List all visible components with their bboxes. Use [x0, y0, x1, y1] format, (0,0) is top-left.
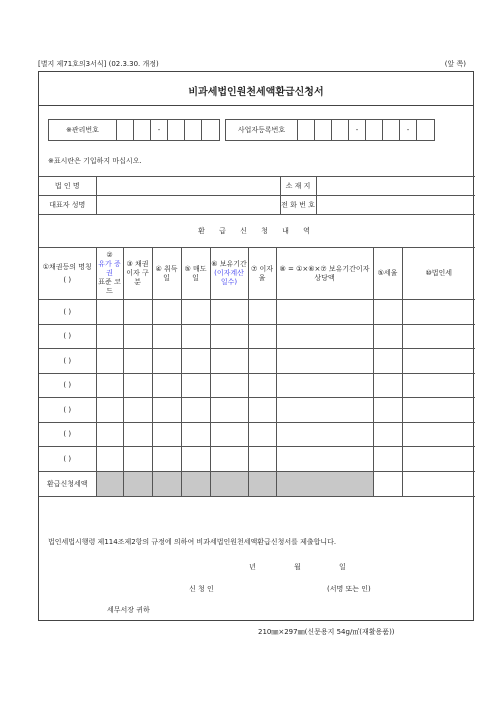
refund-input-cell[interactable] [248, 422, 276, 447]
refund-input-cell[interactable] [181, 324, 210, 349]
refund-input-cell[interactable] [181, 447, 210, 472]
refund-input-cell[interactable] [373, 422, 402, 447]
phone-field[interactable] [316, 196, 475, 215]
refund-input-cell[interactable] [248, 373, 276, 398]
corporation-name-field[interactable] [96, 177, 280, 196]
refund-row [39, 422, 475, 447]
refund-input-cell[interactable] [276, 422, 373, 447]
refund-input-cell[interactable] [276, 300, 373, 325]
management-number-label: ※관리번호 [49, 120, 117, 140]
header-corporate-tax: ⑩법인세 [402, 248, 475, 300]
management-number-dash: - [151, 120, 168, 140]
total-shaded-cell [210, 471, 248, 496]
bond-name-cell[interactable]: ( ) [39, 300, 96, 325]
refund-input-cell[interactable] [248, 349, 276, 374]
refund-row [39, 300, 475, 325]
id-row [39, 119, 473, 141]
refund-row [39, 447, 475, 472]
header-security-code-blue: 유가 증권 [98, 260, 121, 277]
refund-input-cell[interactable] [123, 373, 152, 398]
year-label: 년 [249, 563, 256, 571]
business-registration-box[interactable] [366, 120, 383, 140]
corporation-info-table [39, 176, 475, 215]
refund-input-cell[interactable] [248, 447, 276, 472]
refund-input-cell[interactable] [181, 422, 210, 447]
business-registration-dash: - [400, 120, 417, 140]
representative-name-label: 대표자 성명 [39, 196, 96, 215]
instruction-note: ※표시란은 기입하지 마십시오. [48, 157, 142, 165]
refund-row [39, 373, 475, 398]
management-number-box[interactable] [134, 120, 151, 140]
business-registration-field[interactable] [225, 119, 435, 141]
refund-input-cell[interactable] [123, 447, 152, 472]
refund-input-cell[interactable] [373, 324, 402, 349]
business-registration-label: 사업자등록번호 [226, 120, 298, 140]
bond-name-cell[interactable]: ( ) [39, 373, 96, 398]
refund-input-cell[interactable] [152, 398, 181, 423]
refund-input-cell[interactable] [152, 349, 181, 374]
page-side: (앞 쪽) [444, 60, 466, 68]
location-field[interactable] [316, 177, 475, 196]
refund-input-cell[interactable] [96, 398, 123, 423]
refund-input-cell[interactable] [123, 324, 152, 349]
business-registration-box[interactable] [298, 120, 315, 140]
refund-input-cell[interactable] [123, 300, 152, 325]
header-security-code-rest: 표준 코드 [98, 278, 121, 295]
refund-input-cell[interactable] [96, 349, 123, 374]
refund-input-cell[interactable] [248, 324, 276, 349]
refund-input-cell[interactable] [402, 447, 475, 472]
refund-input-cell[interactable] [276, 447, 373, 472]
total-corporate-tax-cell[interactable] [402, 471, 475, 496]
refund-input-cell[interactable] [373, 398, 402, 423]
total-refund-label: 환급신청세액 [39, 471, 96, 496]
header-bond-name-text: ①채권등의 명칭 [42, 262, 92, 271]
total-shaded-cell [96, 471, 123, 496]
business-registration-box[interactable] [315, 120, 332, 140]
refund-input-cell[interactable] [152, 324, 181, 349]
refund-row [39, 324, 475, 349]
management-number-box[interactable] [168, 120, 185, 140]
applicant-label: 신 청 인 [189, 585, 214, 593]
refund-input-cell[interactable] [276, 398, 373, 423]
phone-label: 전 화 번 호 [280, 196, 316, 215]
refund-input-cell[interactable] [276, 349, 373, 374]
refund-input-cell[interactable] [402, 422, 475, 447]
header-interest-rate: ⑦ 이자율 [248, 248, 276, 300]
refund-input-cell[interactable] [210, 398, 248, 423]
bond-name-cell[interactable]: ( ) [39, 349, 96, 374]
refund-input-cell[interactable] [152, 373, 181, 398]
business-registration-box[interactable] [332, 120, 349, 140]
bond-name-cell[interactable]: ( ) [39, 447, 96, 472]
refund-input-cell[interactable] [248, 300, 276, 325]
refund-input-cell[interactable] [248, 398, 276, 423]
day-label: 일 [339, 563, 346, 571]
refund-input-cell[interactable] [210, 349, 248, 374]
refund-input-cell[interactable] [96, 373, 123, 398]
refund-input-cell[interactable] [402, 398, 475, 423]
refund-input-cell[interactable] [210, 447, 248, 472]
total-shaded-cell [181, 471, 210, 496]
refund-input-cell[interactable] [96, 447, 123, 472]
refund-input-cell[interactable] [373, 300, 402, 325]
applicant-line [189, 584, 459, 594]
refund-input-cell[interactable] [210, 422, 248, 447]
refund-input-cell[interactable] [181, 373, 210, 398]
management-number-box[interactable] [202, 120, 219, 140]
corporation-name-label: 법 인 명 [39, 177, 96, 196]
header-sale-date: ⑤ 매도일 [181, 248, 210, 300]
total-shaded-cell [123, 471, 152, 496]
refund-input-cell[interactable] [210, 324, 248, 349]
refund-input-cell[interactable] [123, 422, 152, 447]
location-label: 소 재 지 [280, 177, 316, 196]
refund-input-cell[interactable] [123, 349, 152, 374]
refund-input-cell[interactable] [181, 349, 210, 374]
refund-input-cell[interactable] [276, 373, 373, 398]
form-frame [38, 71, 474, 621]
header-interest-type: ③ 채권 이자 구분 [123, 248, 152, 300]
form-title: 비과세법인원천세액환급신청서 [188, 87, 324, 98]
total-tax-rate-cell[interactable] [373, 471, 402, 496]
bond-name-cell[interactable]: ( ) [39, 398, 96, 423]
title-divider [39, 105, 473, 106]
refund-input-cell[interactable] [373, 373, 402, 398]
header-tax-rate: ⑤세율 [373, 248, 402, 300]
refund-input-cell[interactable] [181, 300, 210, 325]
refund-input-cell[interactable] [96, 300, 123, 325]
paper-spec: 210㎜×297㎜(신문용지 54g/㎡(재활용품)) [258, 628, 395, 636]
header-holding-period-blue: (이자계산 일수) [214, 269, 244, 286]
date-line [249, 562, 346, 572]
total-shaded-cell [248, 471, 276, 496]
bond-name-cell[interactable]: ( ) [39, 324, 96, 349]
refund-input-cell[interactable] [373, 349, 402, 374]
form-number: [별지 제71호의3서식] (02.3.30. 개정) [38, 60, 159, 68]
refund-data-rows [39, 300, 475, 472]
management-number-box[interactable] [117, 120, 134, 140]
business-registration-dash: - [349, 120, 366, 140]
refund-input-cell[interactable] [402, 324, 475, 349]
refund-section-title: 환 급 신 청 내 역 [39, 215, 475, 248]
refund-input-cell[interactable] [373, 447, 402, 472]
header-bond-name [39, 248, 96, 300]
header-interest-equivalent: ⑧ = ①×⑥×⑦ 보유기간이자상당액 [276, 248, 373, 300]
refund-details-table [39, 214, 475, 497]
management-number-field[interactable] [48, 119, 220, 141]
submission-statement: 법인세법시행령 제114조제2항의 규정에 의하여 비과세법인원천세액환급신청서를 제출합니다. [48, 538, 337, 546]
refund-input-cell[interactable] [210, 373, 248, 398]
header-security-code [96, 248, 123, 300]
refund-input-cell[interactable] [210, 300, 248, 325]
refund-input-cell[interactable] [96, 324, 123, 349]
total-shaded-cell [152, 471, 181, 496]
refund-input-cell[interactable] [152, 422, 181, 447]
bond-name-cell[interactable]: ( ) [39, 422, 96, 447]
header-bond-name-paren: ( ) [63, 275, 72, 284]
refund-input-cell[interactable] [96, 422, 123, 447]
representative-name-field[interactable] [96, 196, 280, 215]
header-security-code-num: ② [106, 251, 113, 259]
total-shaded-cell [276, 471, 373, 496]
business-registration-box[interactable] [383, 120, 400, 140]
refund-input-cell[interactable] [152, 447, 181, 472]
refund-input-cell[interactable] [402, 373, 475, 398]
refund-input-cell[interactable] [402, 300, 475, 325]
month-label: 월 [294, 563, 301, 571]
refund-input-cell[interactable] [402, 349, 475, 374]
refund-input-cell[interactable] [276, 324, 373, 349]
refund-row [39, 398, 475, 423]
refund-input-cell[interactable] [181, 398, 210, 423]
refund-input-cell[interactable] [123, 398, 152, 423]
management-number-box[interactable] [185, 120, 202, 140]
header-holding-period [210, 248, 248, 300]
recipient: 세무서장 귀하 [107, 606, 150, 614]
refund-input-cell[interactable] [152, 300, 181, 325]
header-acquisition-date: ④ 취득일 [152, 248, 181, 300]
header-holding-period-text: ⑥ 보유기간 [211, 260, 247, 268]
business-registration-box[interactable] [417, 120, 434, 140]
signature-label: (서명 또는 인) [327, 585, 371, 593]
refund-row [39, 349, 475, 374]
